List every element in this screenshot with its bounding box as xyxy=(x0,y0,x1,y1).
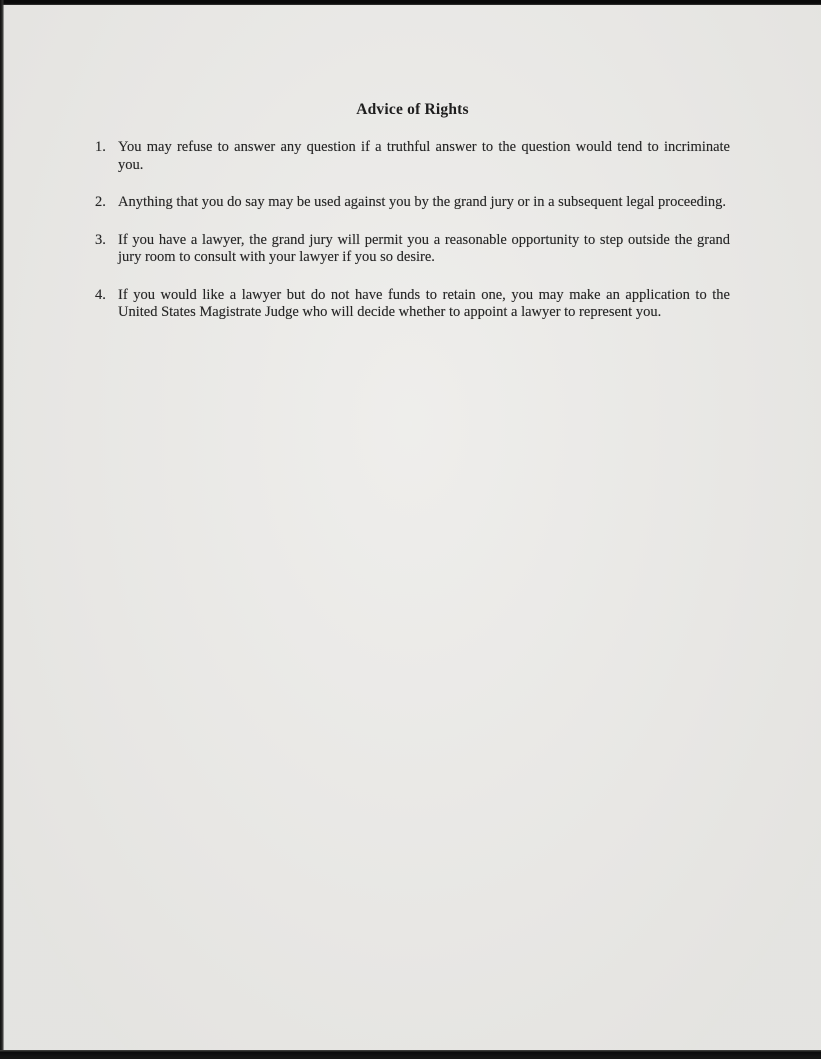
list-item xyxy=(95,139,730,174)
list-item-text: You may refuse to answer any question if a truthful answer to the question would tend to incriminate you. xyxy=(118,139,730,173)
document-title: Advice of Rights xyxy=(356,101,469,118)
list-item xyxy=(95,232,730,267)
list-item xyxy=(95,194,730,212)
list-item-text: If you would like a lawyer but do not have funds to retain one, you may make an application to the United States Magistrate Judge who will decide whether to appoint a lawyer to represent you. xyxy=(118,286,730,320)
list-item-number: 2. xyxy=(95,194,106,210)
rights-list xyxy=(95,139,730,322)
scan-edge-left xyxy=(0,0,4,1059)
list-item-number: 3. xyxy=(95,231,106,248)
scan-edge-bottom xyxy=(0,1050,821,1059)
list-item-text: If you have a lawyer, the grand jury will permit you a reasonable opportunity to step outside the grand jury room to consult with your lawyer if you so desire. xyxy=(118,231,730,265)
list-item-text: Anything that you do say may be used against you by the grand jury or in a subsequent legal proceeding. xyxy=(118,194,727,210)
list-item-number: 4. xyxy=(95,286,106,303)
list-item xyxy=(95,287,730,322)
list-item-number: 1. xyxy=(95,139,106,155)
document-body xyxy=(95,0,730,342)
